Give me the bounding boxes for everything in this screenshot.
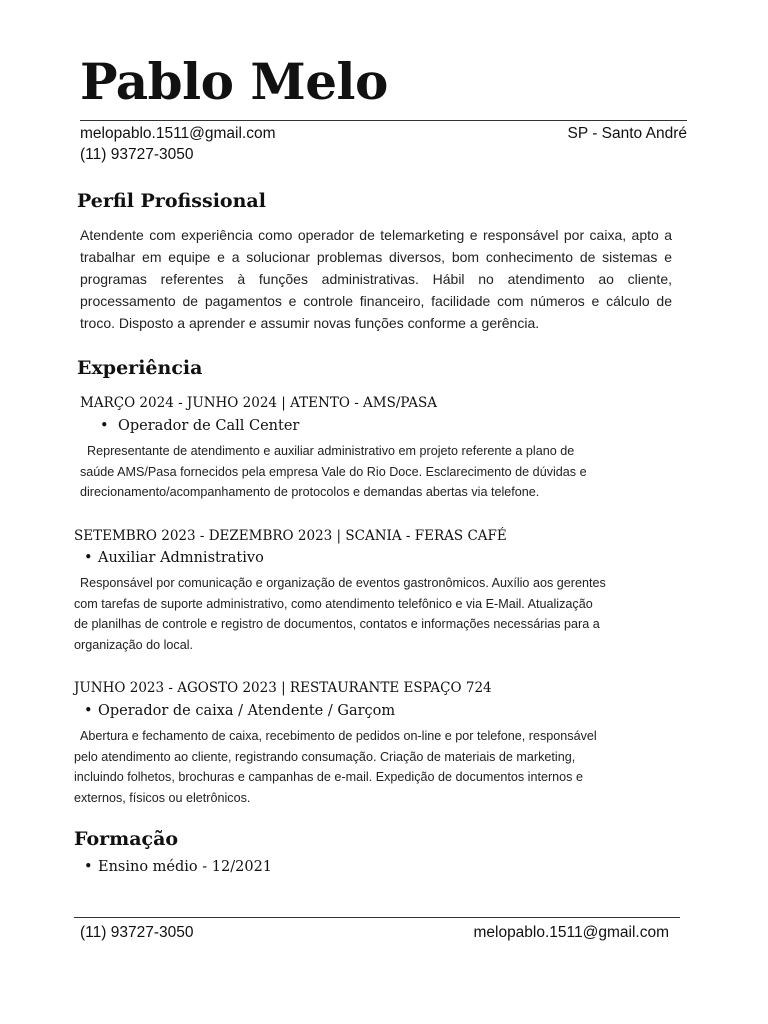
footer-phone: (11) 93727-3050 bbox=[80, 924, 194, 941]
job-2-header: SETEMBRO 2023 - DEZEMBRO 2023 | SCANIA - FERAS CAFÉ bbox=[74, 528, 507, 544]
education-item bbox=[84, 859, 272, 875]
job-1-role bbox=[100, 418, 299, 434]
job-3-desc-line: pelo atendimento ao cliente, registrando consumação. Criação de materiais de marketing, bbox=[74, 749, 576, 764]
bullet-icon: • bbox=[84, 859, 93, 875]
job-3-desc-line: Abertura e fechamento de caixa, recebimento de pedidos on-line e por telefone, responsável bbox=[80, 729, 597, 743]
job-3-desc-line: externos, físicos ou eletrônicos. bbox=[74, 790, 251, 805]
job-1-desc-line: saúde AMS/Pasa fornecidos pela empresa Vale do Rio Doce. Esclarecimento de dúvidas e bbox=[80, 464, 587, 479]
section-title-education: Formação bbox=[74, 828, 179, 850]
profile-text: Atendente com experiência como operador de telemarketing e responsável por caixa, apto a trabalhar em equipe e a solucionar problemas diversos, bom conhecimento de sistemas e programas referentes à funções administrativas. Hábil no atendimento ao cliente, processamento de pagamentos e controle financeiro, facilidade com números e cálculo de troco. Disposto a aprender e assumir novas funções conforme a gerência. bbox=[80, 227, 672, 331]
bullet-icon: • bbox=[84, 550, 93, 566]
job-2-desc-line: Responsável por comunicação e organização de eventos gastronômicos. Auxílio aos gerentes bbox=[80, 576, 606, 590]
job-1-description bbox=[80, 441, 700, 503]
job-1-header: MARÇO 2024 - JUNHO 2024 | ATENTO - AMS/PASA bbox=[80, 395, 438, 411]
header-location: SP - Santo André bbox=[567, 125, 687, 142]
job-3-description bbox=[74, 726, 714, 808]
job-2-description bbox=[74, 573, 714, 655]
job-1-desc-line: Representante de atendimento e auxiliar administrativo em projeto referente a plano de bbox=[87, 444, 575, 458]
header-phone: (11) 93727-3050 bbox=[80, 146, 194, 163]
section-title-profile: Perfil Profissional bbox=[77, 190, 266, 212]
job-2-desc-line: de planilhas de controle e registro de documentos, contatos e informações necessárias para a bbox=[74, 617, 600, 631]
candidate-name: Pablo Melo bbox=[80, 52, 388, 111]
footer-divider bbox=[74, 917, 680, 918]
job-2-desc-line: com tarefas de suporte administrativo, como atendimento telefônico e via E-Mail. Atualização bbox=[74, 596, 593, 611]
job-3-desc-line: incluindo folhetos, brochuras e campanhas de e-mail. Expedição de documentos internos e bbox=[74, 770, 583, 784]
job-1-role-label: Operador de Call Center bbox=[118, 418, 300, 434]
header-email: melopablo.1511@gmail.com bbox=[80, 125, 276, 142]
job-3-role bbox=[84, 703, 395, 719]
job-2-role bbox=[84, 550, 264, 566]
bullet-icon: • bbox=[100, 418, 109, 434]
education-item-label: Ensino médio - 12/2021 bbox=[98, 859, 273, 875]
footer-email: melopablo.1511@gmail.com bbox=[473, 924, 669, 941]
job-3-header: JUNHO 2023 - AGOSTO 2023 | RESTAURANTE ESPAÇO 724 bbox=[74, 680, 492, 696]
section-title-experience: Experiência bbox=[77, 357, 203, 379]
job-2-desc-line: organização do local. bbox=[74, 637, 194, 652]
job-3-role-label: Operador de caixa / Atendente / Garçom bbox=[98, 703, 396, 719]
job-2-role-label: Auxiliar Admnistrativo bbox=[98, 550, 264, 566]
job-1-desc-line: direcionamento/acompanhamento de protocolos e demandas abertas via telefone. bbox=[80, 485, 540, 499]
header-divider bbox=[80, 120, 687, 121]
bullet-icon: • bbox=[84, 703, 93, 719]
